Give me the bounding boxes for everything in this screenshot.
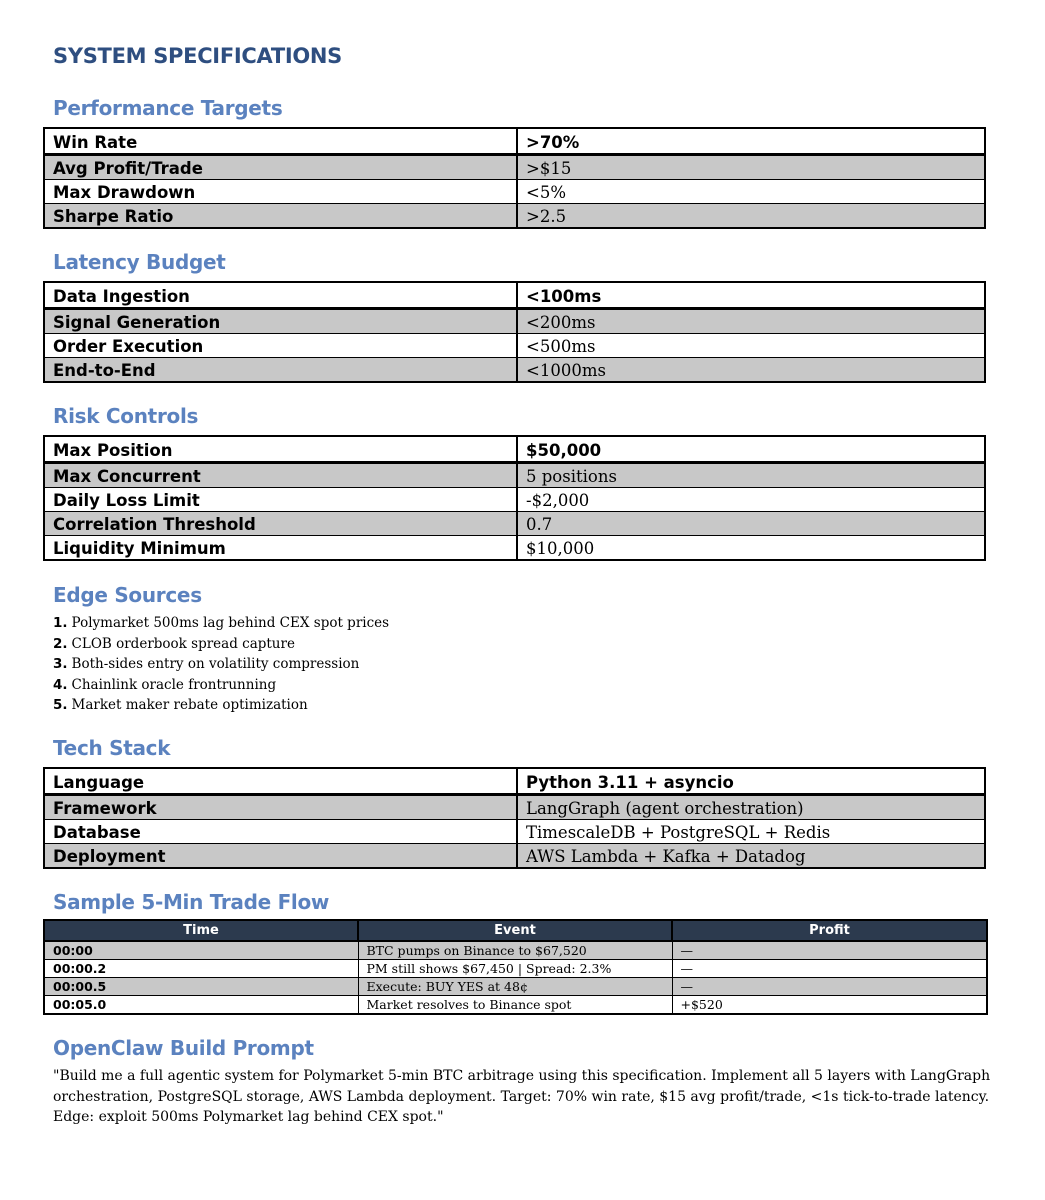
tech-table xyxy=(43,767,986,869)
row-value: 0.7 xyxy=(517,512,985,536)
row-value: <5% xyxy=(517,180,985,204)
tech-heading: Tech Stack xyxy=(53,736,171,760)
table-row xyxy=(44,155,985,180)
row-label: Order Execution xyxy=(44,334,517,358)
row-value: <500ms xyxy=(517,334,985,358)
time-cell: 00:05.0 xyxy=(44,996,358,1015)
table-row xyxy=(44,978,987,996)
list-item xyxy=(53,695,389,716)
table-row xyxy=(44,128,985,155)
row-label: Max Concurrent xyxy=(44,463,517,488)
row-label: Max Position xyxy=(44,436,517,463)
row-value: >$15 xyxy=(517,155,985,180)
list-text: Market maker rebate optimization xyxy=(71,697,308,713)
list-item xyxy=(53,613,389,634)
row-label: Framework xyxy=(44,795,517,820)
edge-list xyxy=(53,613,389,716)
performance-table xyxy=(43,127,986,229)
latency-heading: Latency Budget xyxy=(53,250,226,274)
time-cell: 00:00.2 xyxy=(44,960,358,978)
row-value: >70% xyxy=(517,128,985,155)
flow-heading: Sample 5-Min Trade Flow xyxy=(53,890,330,914)
row-label: Deployment xyxy=(44,844,517,869)
row-value: AWS Lambda + Kafka + Datadog xyxy=(517,844,985,869)
table-row xyxy=(44,844,985,869)
row-value: <200ms xyxy=(517,309,985,334)
row-value: TimescaleDB + PostgreSQL + Redis xyxy=(517,820,985,844)
row-value: $10,000 xyxy=(517,536,985,561)
row-label: Max Drawdown xyxy=(44,180,517,204)
risk-heading: Risk Controls xyxy=(53,404,199,428)
column-header-time: Time xyxy=(44,920,358,941)
table-row xyxy=(44,960,987,978)
list-number: 3. xyxy=(53,656,68,672)
profit-cell: — xyxy=(672,978,987,996)
table-row xyxy=(44,358,985,383)
table-row xyxy=(44,180,985,204)
list-text: CLOB orderbook spread capture xyxy=(71,635,295,652)
row-label: Correlation Threshold xyxy=(44,512,517,536)
prompt-heading: OpenClaw Build Prompt xyxy=(53,1036,314,1060)
row-value: <1000ms xyxy=(517,358,985,383)
list-number: 4. xyxy=(53,676,68,693)
table-row xyxy=(44,512,985,536)
profit-cell: +$520 xyxy=(672,996,987,1015)
row-value: LangGraph (agent orchestration) xyxy=(517,795,985,820)
row-label: Language xyxy=(44,768,517,795)
row-value: -$2,000 xyxy=(517,488,985,512)
time-cell: 00:00.5 xyxy=(44,978,358,996)
row-label: Sharpe Ratio xyxy=(44,204,517,229)
table-row xyxy=(44,282,985,309)
row-value: Python 3.11 + asyncio xyxy=(517,768,985,795)
list-text: Polymarket 500ms lag behind CEX spot prices xyxy=(71,615,390,631)
list-item xyxy=(53,675,389,696)
performance-heading: Performance Targets xyxy=(53,96,283,120)
table-row xyxy=(44,941,987,960)
list-number: 1. xyxy=(53,615,68,631)
table-row xyxy=(44,488,985,512)
row-label: End-to-End xyxy=(44,358,517,383)
row-label: Daily Loss Limit xyxy=(44,488,517,512)
column-header-event: Event xyxy=(358,920,672,941)
row-label: Liquidity Minimum xyxy=(44,536,517,561)
list-number: 5. xyxy=(53,697,68,713)
profit-cell: — xyxy=(672,960,987,978)
prompt-text: "Build me a full agentic system for Polymarket 5-min BTC arbitrage using this specification. Implement all 5 layers with LangGraph orchestration, PostgreSQL storage, AWS Lambda deployment. Target: 70% win rate, $15 avg profit/trade, <1s tick-to-trade latency. Edge: exploit 500ms Polymarket lag behind CEX spot." xyxy=(53,1068,991,1125)
list-text: Chainlink oracle frontrunning xyxy=(71,676,277,693)
list-number: 2. xyxy=(53,635,68,652)
row-value: >2.5 xyxy=(517,204,985,229)
row-label: Database xyxy=(44,820,517,844)
table-row xyxy=(44,820,985,844)
list-text: Both-sides entry on volatility compression xyxy=(71,656,360,672)
row-label: Win Rate xyxy=(44,128,517,155)
row-value: 5 positions xyxy=(517,463,985,488)
table-header-row xyxy=(44,920,987,941)
table-row xyxy=(44,463,985,488)
table-row xyxy=(44,204,985,229)
list-item xyxy=(53,634,389,655)
table-row xyxy=(44,795,985,820)
risk-table xyxy=(43,435,986,561)
latency-table xyxy=(43,281,986,383)
edge-heading: Edge Sources xyxy=(53,583,202,607)
table-row xyxy=(44,334,985,358)
event-cell: PM still shows $67,450 | Spread: 2.3% xyxy=(358,960,672,978)
page-title: SYSTEM SPECIFICATIONS xyxy=(53,44,343,68)
event-cell: Execute: BUY YES at 48¢ xyxy=(358,978,672,996)
table-row xyxy=(44,768,985,795)
table-row xyxy=(44,536,985,561)
event-cell: BTC pumps on Binance to $67,520 xyxy=(358,941,672,960)
row-label: Data Ingestion xyxy=(44,282,517,309)
table-row xyxy=(44,309,985,334)
column-header-profit: Profit xyxy=(672,920,987,941)
table-row xyxy=(44,996,987,1015)
trade-flow-table xyxy=(43,919,988,1015)
row-value: $50,000 xyxy=(517,436,985,463)
table-row xyxy=(44,436,985,463)
time-cell: 00:00 xyxy=(44,941,358,960)
list-item xyxy=(53,654,389,675)
profit-cell: — xyxy=(672,941,987,960)
row-label: Avg Profit/Trade xyxy=(44,155,517,180)
row-label: Signal Generation xyxy=(44,309,517,334)
event-cell: Market resolves to Binance spot xyxy=(358,996,672,1015)
row-value: <100ms xyxy=(517,282,985,309)
